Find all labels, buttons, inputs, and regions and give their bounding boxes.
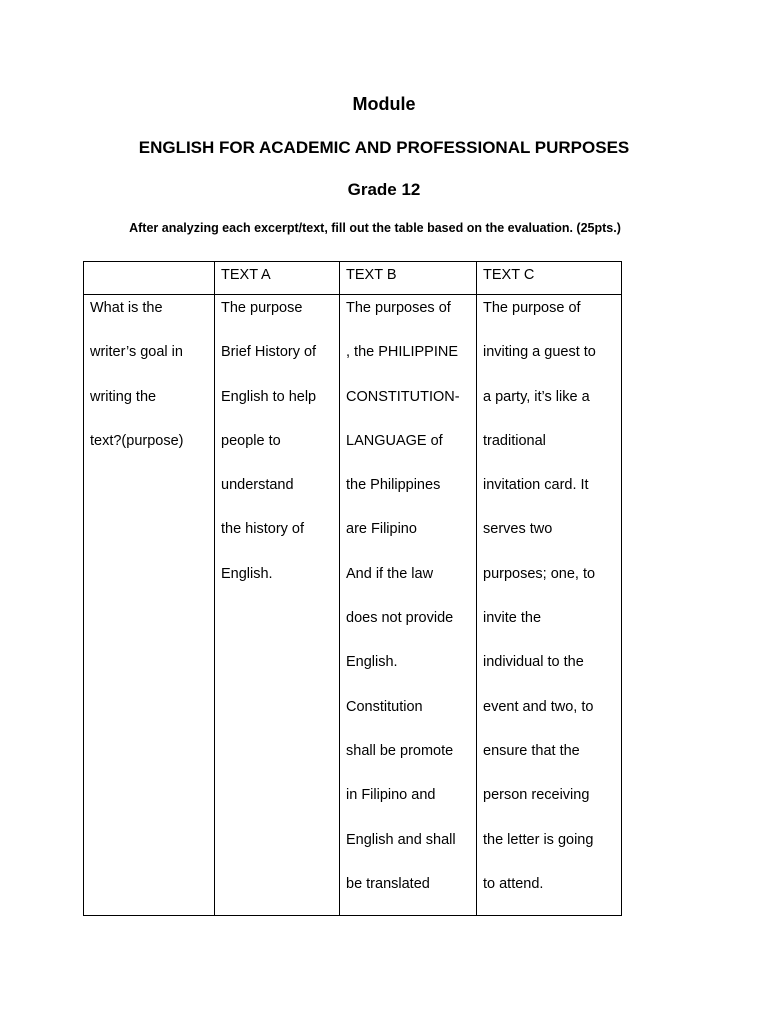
cell-line: a party, it’s like a xyxy=(483,388,590,405)
question-cell xyxy=(84,295,215,916)
cell-line: , the PHILIPPINE xyxy=(346,344,459,361)
cell-line: English and shall xyxy=(346,831,456,848)
header-text-a: TEXT A xyxy=(215,262,340,295)
text-b-cell xyxy=(340,295,477,916)
cell-line: the letter is going xyxy=(483,831,594,848)
cell-line: purposes; one, to xyxy=(483,565,596,582)
cell-line: Brief History of xyxy=(221,344,317,361)
cell-line: English. xyxy=(221,565,273,582)
cell-line: Constitution xyxy=(346,698,423,715)
table-header-row xyxy=(84,262,622,295)
cell-line: English to help xyxy=(221,388,317,405)
cell-line: the history of xyxy=(221,521,305,538)
instruction-text: After analyzing each excerpt/text, fill out the table based on the evaluation. (25pts.) xyxy=(129,221,621,235)
cell-line: be translated xyxy=(346,875,430,892)
table-row xyxy=(84,295,622,916)
cell-line: CONSTITUTION- xyxy=(346,388,460,405)
cell-line: shall be promote xyxy=(346,742,454,759)
cell-line: ensure that the xyxy=(483,742,580,759)
header-empty-cell xyxy=(84,262,215,295)
header-text-c: TEXT C xyxy=(477,262,622,295)
cell-line: individual to the xyxy=(483,654,584,671)
cell-line: are Filipino xyxy=(346,521,417,538)
cell-line: traditional xyxy=(483,432,546,449)
cell-line: writer’s goal in xyxy=(90,344,183,361)
cell-line: The purpose of xyxy=(483,300,581,316)
cell-line: people to xyxy=(221,432,281,449)
cell-line: English. xyxy=(346,654,398,671)
cell-line: The purposes of xyxy=(346,300,451,316)
cell-line: And if the law xyxy=(346,565,434,582)
grade-title: Grade 12 xyxy=(347,180,421,199)
cell-line: invitation card. It xyxy=(483,477,589,494)
cell-line: the Philippines xyxy=(346,477,441,494)
cell-line: inviting a guest to xyxy=(483,344,596,361)
text-a-cell xyxy=(215,295,340,916)
cell-line: event and two, to xyxy=(483,698,594,715)
cell-line: person receiving xyxy=(483,787,590,804)
module-title: Module xyxy=(352,94,416,114)
cell-line: does not provide xyxy=(346,610,454,627)
cell-line: serves two xyxy=(483,521,553,538)
cell-line: LANGUAGE of xyxy=(346,432,443,449)
cell-line: writing the xyxy=(90,388,157,405)
cell-line: text?(purpose) xyxy=(90,432,184,449)
cell-line: in Filipino and xyxy=(346,787,436,804)
cell-line: understand xyxy=(221,477,294,494)
subject-title: ENGLISH FOR ACADEMIC AND PROFESSIONAL PURPOSES xyxy=(138,138,630,157)
cell-line: to attend. xyxy=(483,875,544,892)
cell-line: The purpose xyxy=(221,300,303,316)
text-c-cell xyxy=(477,295,622,916)
evaluation-table xyxy=(83,261,622,916)
header-text-b: TEXT B xyxy=(340,262,477,295)
cell-line: invite the xyxy=(483,610,542,627)
cell-line: What is the xyxy=(90,300,163,316)
